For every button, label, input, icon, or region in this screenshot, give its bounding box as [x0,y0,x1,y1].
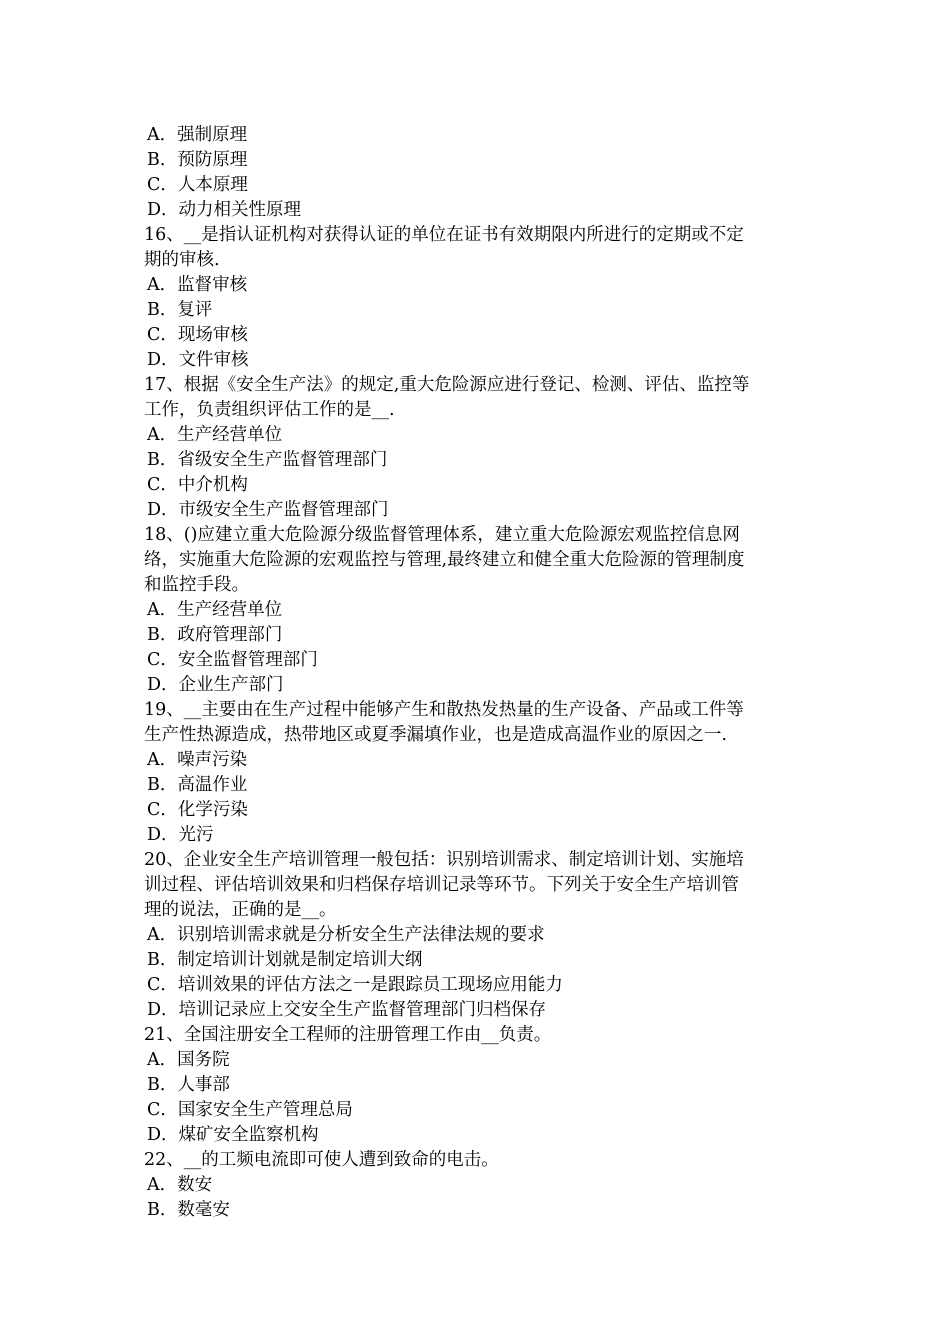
answer-option: B．高温作业 [147,775,248,795]
answer-option: C．中介机构 [147,475,248,495]
answer-option: C．现场审核 [147,325,248,345]
answer-option: B．预防原理 [147,150,248,170]
answer-option: C．培训效果的评估方法之一是跟踪员工现场应用能力 [147,975,563,995]
answer-option: B．省级安全生产监督管理部门 [147,450,388,470]
question-text-line: 17、根据《安全生产法》的规定,重大危险源应进行登记、检测、评估、监控等 [144,375,750,395]
question-text-line: 训过程、评估培训效果和归档保存培训记录等环节。下列关于安全生产培训管 [144,875,739,895]
document-body [144,123,810,1223]
answer-option: A．噪声污染 [147,750,248,770]
answer-option: D．培训记录应上交安全生产监督管理部门归档保存 [147,1000,547,1020]
question-text-line: 16、__是指认证机构对获得认证的单位在证书有效期限内所进行的定期或不定 [144,225,744,245]
question-text-line: 期的审核. [144,250,220,270]
answer-option: C．化学污染 [147,800,248,820]
answer-option: D．动力相关性原理 [147,200,302,220]
answer-option: D．企业生产部门 [147,675,284,695]
answer-option: A．生产经营单位 [147,600,283,620]
question-text-line: 络，实施重大危险源的宏观监控与管理,最终建立和健全重大危险源的管理制度 [144,550,745,570]
question-text-line: 18、()应建立重大危险源分级监督管理体系，建立重大危险源宏观监控信息网 [144,525,740,545]
answer-option: B．人事部 [147,1075,230,1095]
question-text-line: 生产性热源造成，热带地区或夏季漏填作业，也是造成高温作业的原因之一. [144,725,728,745]
answer-option: A．生产经营单位 [147,425,283,445]
question-text-line: 和监控手段。 [144,575,249,595]
answer-option: A．国务院 [147,1050,230,1070]
answer-option: D．煤矿安全监察机构 [147,1125,319,1145]
answer-option: D．市级安全生产监督管理部门 [147,500,389,520]
answer-option: C．安全监督管理部门 [147,650,318,670]
answer-option: A．数安 [147,1175,213,1195]
answer-option: A．监督审核 [147,275,248,295]
answer-option: A．识别培训需求就是分析安全生产法律法规的要求 [147,925,545,945]
answer-option: D．文件审核 [147,350,249,370]
answer-option: A．强制原理 [147,125,248,145]
answer-option: B．政府管理部门 [147,625,283,645]
answer-option: D．光污 [147,825,214,845]
question-text-line: 19、__主要由在生产过程中能够产生和散热发热量的生产设备、产品或工件等 [144,700,744,720]
answer-option: B．数毫安 [147,1200,230,1220]
question-text-line: 理的说法，正确的是__。 [144,900,337,920]
question-text-line: 工作，负责组织评估工作的是__. [144,400,395,420]
question-text-line: 20、企业安全生产培训管理一般包括：识别培训需求、制定培训计划、实施培 [144,850,744,870]
answer-option: C．人本原理 [147,175,248,195]
question-text-line: 22、__的工频电流即可使人遭到致命的电击。 [144,1150,499,1170]
answer-option: B．制定培训计划就是制定培训大纲 [147,950,423,970]
question-text-line: 21、全国注册安全工程师的注册管理工作由__负责。 [144,1025,552,1045]
answer-option: B．复评 [147,300,213,320]
answer-option: C．国家安全生产管理总局 [147,1100,353,1120]
